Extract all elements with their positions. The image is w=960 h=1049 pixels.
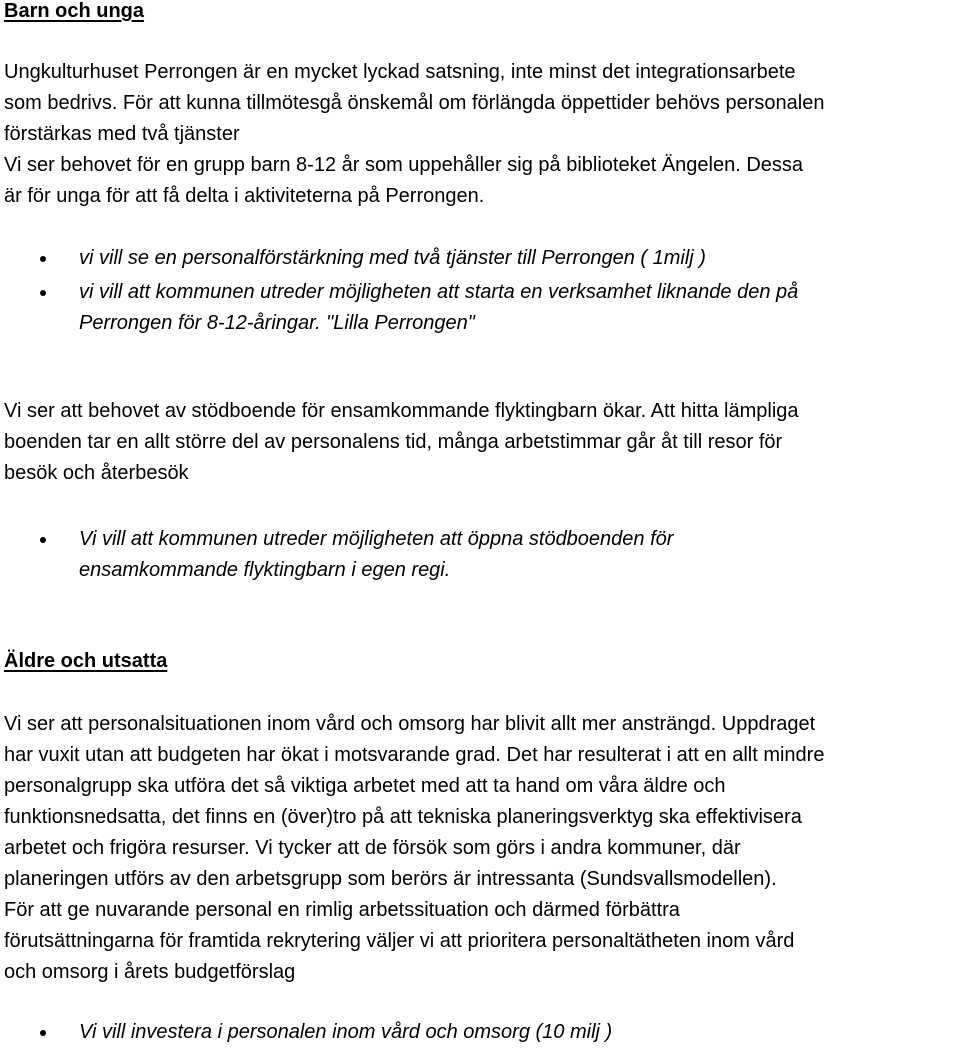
text-line: Vi ser behovet för en grupp barn 8-12 år som uppehåller sig på biblioteket Ängelen. Dessa <box>4 154 804 176</box>
bullet-dot-icon <box>40 537 46 543</box>
text-line: Vi ser att personalsituationen inom vård och omsorg har blivit allt mer ansträngd. Uppdraget <box>4 713 816 735</box>
text-line: funktionsnedsatta, det finns en (över)tro på att tekniska planeringsverktyg ska effektivisera <box>4 806 802 828</box>
text-line: Ungkulturhuset Perrongen är en mycket lyckad satsning, inte minst det integrationsarbete <box>4 61 796 83</box>
paragraph-stodboende <box>4 396 958 489</box>
paragraph-vard-och-omsorg <box>4 709 958 988</box>
text-line: och omsorg i årets budgetförslag <box>4 961 296 983</box>
bullet-text: Vi vill att kommunen utreder möjligheten att öppna stödboenden för <box>79 528 674 550</box>
bullet-text: Vi vill investera i personalen inom vård och omsorg (10 milj ) <box>79 1021 613 1043</box>
bullet-text: vi vill att kommunen utreder möjligheten att starta en verksamhet liknande den på <box>79 281 799 303</box>
bullet-text: ensamkommande flyktingbarn i egen regi. <box>79 559 451 581</box>
section-heading-aldre-och-utsatta: Äldre och utsatta <box>4 650 168 672</box>
text-line: förstärkas med två tjänster <box>4 123 240 145</box>
section-heading-barn-och-unga: Barn och unga <box>4 0 145 22</box>
text-line: besök och återbesök <box>4 462 189 484</box>
text-line: har vuxit utan att budgeten har ökat i motsvarande grad. Det har resulterat i att en allt mindre <box>4 744 825 766</box>
text-line: personalgrupp ska utföra det så viktiga arbetet med att ta hand om våra äldre och <box>4 775 726 797</box>
bullet-text: Perrongen för 8-12-åringar. "Lilla Perrongen" <box>79 312 475 334</box>
bullet-text: vi vill se en personalförstärkning med två tjänster till Perrongen ( 1milj ) <box>79 247 706 269</box>
text-line: boenden tar en allt större del av personalens tid, många arbetstimmar går åt till resor för <box>4 431 783 453</box>
text-line: arbetet och frigöra resurser. Vi tycker att de försök som görs i andra kommuner, där <box>4 837 741 859</box>
bullet-dot-icon <box>40 290 46 296</box>
text-line: förutsättningarna för framtida rekrytering väljer vi att prioritera personaltätheten inom vård <box>4 930 795 952</box>
text-line: är för unga för att få delta i aktiviteterna på Perrongen. <box>4 185 485 207</box>
paragraph-perrongen <box>4 57 958 212</box>
text-line: planeringen utförs av den arbetsgrupp som berörs är intressanta (Sundsvallsmodellen). <box>4 868 777 890</box>
text-line: För att ge nuvarande personal en rimlig arbetssituation och därmed förbättra <box>4 899 680 921</box>
text-line: Vi ser att behovet av stödboende för ensamkommande flyktingbarn ökar. Att hitta lämpliga <box>4 400 799 422</box>
text-line: som bedrivs. För att kunna tillmötesgå önskemål om förlängda öppettider behövs personalen <box>4 92 825 114</box>
bullet-dot-icon <box>40 1030 46 1036</box>
bullet-dot-icon <box>40 256 46 262</box>
